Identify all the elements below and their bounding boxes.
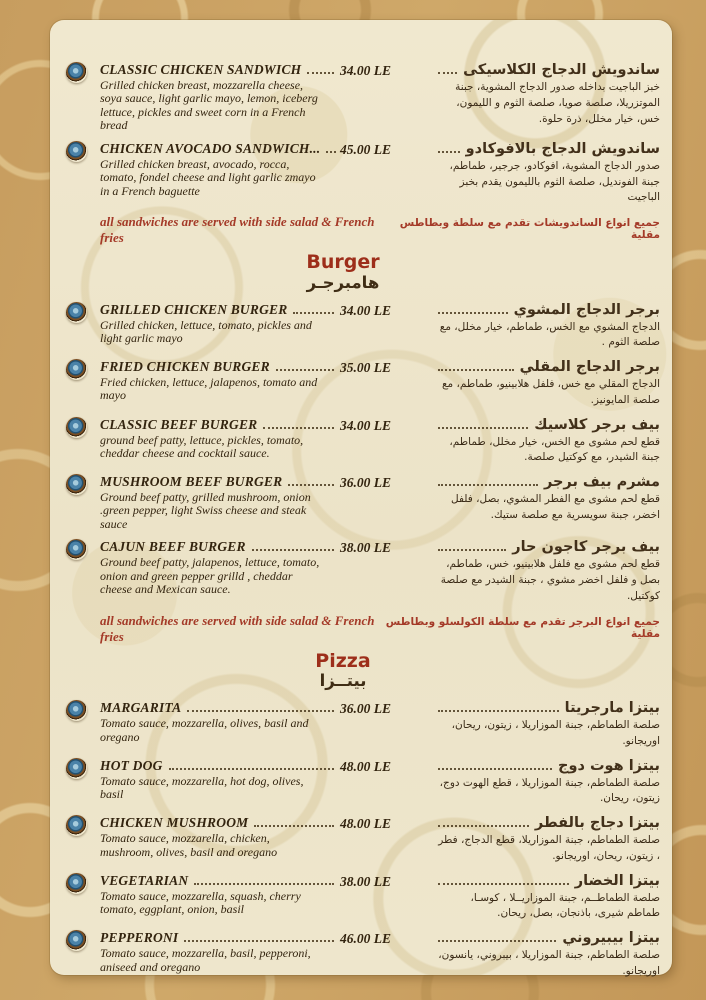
- item-desc-ar: الدجاج المشوي مع الخس، طماطم، خيار مخلل، مع صلصة الثوم .: [439, 320, 660, 349]
- item-desc-ar: قطع لحم مشوى مع الفطر المشوي، بصل، فلفل اخضر، جبنة سويسرية مع صلصة ستيك.: [451, 493, 660, 521]
- dotted-leader: [438, 484, 538, 486]
- menu-item-row: [66, 141, 660, 206]
- menu-item-row: [66, 62, 660, 133]
- section-title-ar: هامبرجـر: [306, 272, 380, 292]
- item-name-en: MARGARITA: [100, 700, 182, 716]
- dotted-leader: [438, 369, 514, 371]
- item-desc-ar: صلصة الطماطم، جبنة الموزاريلا ، بيبروني، يانسون، اوريجانو.: [438, 949, 660, 977]
- brand-seal-icon: [66, 474, 87, 495]
- menu-item-arabic-block: [436, 815, 660, 865]
- item-desc-en: Tomato sauce, mozzarella, squash, cherry tomato, eggplant, onion, basil: [100, 888, 301, 917]
- item-desc-en: Ground beef patty, grilled mushroom, onion .green pepper, light Swiss cheese and steak sauce: [100, 490, 311, 531]
- menu-item-english-block: [100, 539, 340, 604]
- item-name-ar: برجر الدجاج المشوي: [513, 301, 660, 318]
- menu-item-row: [66, 815, 660, 865]
- item-desc-ar: صلصة الطماطم، جبنة الموزاريلا ، زيتون، ريحان، اوريجانو.: [451, 719, 660, 747]
- section-title-ar: بيتــزا: [319, 671, 367, 691]
- item-name-ar: برجر الدجاج المقلي: [519, 359, 660, 376]
- item-desc-en: Fried chicken, lettuce, jalapenos, tomato and mayo: [100, 375, 318, 403]
- menu-item-row: [66, 930, 660, 980]
- menu-item-seal-cell: [66, 815, 100, 865]
- dotted-leader: [252, 549, 334, 551]
- dotted-leader: [438, 825, 529, 827]
- menu-item-seal-cell: [66, 62, 100, 133]
- item-name-en: FRIED CHICKEN BURGER: [100, 359, 270, 375]
- section-note: [100, 214, 660, 246]
- item-name-ar: بيف برجر كاجون حار: [512, 539, 660, 556]
- menu-item-arabic-block: [436, 417, 660, 467]
- dotted-leader: [438, 883, 569, 885]
- item-name-en: CLASSIC BEEF BURGER: [100, 416, 258, 432]
- brand-seal-icon: [66, 62, 87, 83]
- brand-seal-icon: [66, 302, 87, 323]
- menu-item-english-block: [100, 474, 340, 531]
- item-price: 46.00 LE: [340, 931, 392, 947]
- dotted-leader: [326, 151, 336, 153]
- dotted-leader: [438, 427, 528, 429]
- dotted-leader: [438, 549, 506, 551]
- item-name-en: VEGETARIAN: [100, 872, 189, 888]
- brand-seal-icon: [66, 539, 87, 560]
- item-desc-ar: الدجاج المقلي مع خس، فلفل هلابينيو، طماطم، مع صلصة المايونيز.: [441, 378, 660, 406]
- menu-item-arabic-block: [436, 758, 660, 808]
- dotted-leader: [307, 72, 334, 74]
- item-name-en: MUSHROOM BEEF BURGER: [100, 474, 283, 490]
- item-name-ar: بيتزا الخضار: [574, 872, 660, 889]
- note-english: all sandwiches are served with side salad & French fries: [100, 214, 375, 245]
- menu-item-row: [66, 474, 660, 531]
- item-desc-ar: قطع لحم مشوى مع فلفل هلابينيو، خس، طماطم، بصل و فلفل اخضر مشوي ، جبنة الشيدر مع صلصة كوكتيل.: [440, 558, 660, 602]
- menu-item-row: [66, 873, 660, 923]
- menu-item-english-block: [100, 417, 340, 467]
- menu-item-row: [66, 302, 660, 352]
- section-pizza: [66, 651, 660, 980]
- brand-seal-icon: [66, 873, 87, 894]
- item-desc-en: Tomato sauce, mozzarella, basil, pepperoni, aniseed and oregano: [100, 946, 311, 974]
- item-name-ar: ساندويش الدجاج بالافوكادو: [465, 140, 660, 157]
- menu-item-english-block: [100, 141, 340, 206]
- dotted-leader: [169, 768, 334, 770]
- menu-item-arabic-block: [436, 62, 660, 133]
- menu-item-row: [66, 700, 660, 750]
- item-name-en: PEPPERONI: [100, 930, 179, 946]
- menu-item-english-block: [100, 815, 340, 865]
- dotted-leader: [263, 427, 334, 429]
- item-desc-en: Tomato sauce, mozzarella, olives, basil and oregano: [100, 716, 309, 744]
- item-desc-ar: صلصة الطماطــم، جبنة الموزاريــلا ، كوسـا، طماطم شيرى، باذنجان، بصل، ريحان.: [470, 891, 660, 920]
- menu-item-english-block: [100, 700, 340, 750]
- item-price: 48.00 LE: [340, 816, 392, 832]
- item-desc-en: Tomato sauce, mozzarella, chicken, mushroom, olives, basil and oregano: [100, 831, 278, 859]
- menu-item-english-block: [100, 758, 340, 808]
- item-price: 34.00 LE: [340, 63, 392, 78]
- brand-seal-icon: [66, 417, 87, 438]
- item-name-ar: بيتزا مارجريتا: [564, 700, 660, 717]
- menu-item-arabic-block: [436, 141, 660, 206]
- section-sandwiches: [66, 62, 660, 246]
- menu-item-seal-cell: [66, 758, 100, 808]
- item-name-en: GRILLED CHICKEN BURGER: [100, 301, 288, 317]
- dotted-leader: [438, 940, 556, 942]
- item-name-en: CAJUN BEEF BURGER: [100, 539, 246, 555]
- menu-item-seal-cell: [66, 539, 100, 604]
- menu-item-arabic-block: [436, 873, 660, 923]
- menu-item-english-block: [100, 930, 340, 980]
- item-desc-en: Grilled chicken breast, mozzarella cheese, soya sauce, light garlic mayo, lemon, iceberg lettuce, pickles and sweet corn in a French bread: [100, 78, 318, 133]
- menu-item-seal-cell: [66, 359, 100, 409]
- item-name-ar: بيتزا دجاج بالفطر: [534, 815, 660, 832]
- menu-item-seal-cell: [66, 302, 100, 352]
- section-items: [66, 302, 660, 605]
- dotted-leader: [438, 312, 508, 314]
- dotted-leader: [438, 72, 457, 74]
- item-price: 36.00 LE: [340, 701, 392, 717]
- menu-item-row: [66, 359, 660, 409]
- item-name-en: CHICKEN MUSHROOM: [100, 815, 249, 831]
- brand-seal-icon: [66, 700, 87, 721]
- dotted-leader: [254, 825, 334, 827]
- item-name-ar: مشرم بيف برجر: [543, 474, 660, 491]
- section-title-en: Burger: [306, 251, 380, 273]
- menu-item-arabic-block: [436, 359, 660, 409]
- item-desc-en: Grilled chicken, lettuce, tomato, pickles and light garlic mayo: [100, 317, 312, 345]
- item-price: 35.00 LE: [340, 360, 392, 376]
- menu-item-english-block: [100, 873, 340, 923]
- menu-item-seal-cell: [66, 141, 100, 206]
- menu-item-english-block: [100, 359, 340, 409]
- section-header: [66, 252, 620, 294]
- item-price: 34.00 LE: [340, 417, 392, 433]
- item-name-ar: بيتزا بيبيروني: [562, 930, 660, 947]
- item-price: 34.00 LE: [340, 302, 392, 318]
- section-header: [66, 651, 620, 693]
- item-name-en: CLASSIC CHICKEN SANDWICH: [100, 62, 302, 77]
- item-desc-en: Ground beef patty, jalapenos, lettuce, tomato, onion and green pepper grilld , cheddar cheese and Mexican sauce.: [100, 555, 320, 597]
- dotted-leader: [187, 710, 334, 712]
- item-name-ar: ساندويش الدجاج الكلاسيكى: [463, 62, 660, 78]
- item-desc-en: Tomato sauce, mozzarella, hot dog, olives, basil: [100, 773, 304, 802]
- dotted-leader: [293, 312, 334, 314]
- menu-item-arabic-block: [436, 302, 660, 352]
- item-name-en: CHICKEN AVOCADO SANDWICH...: [100, 140, 321, 156]
- item-desc-ar: صلصة الطماطم، جبنة الموزاريلا، قطع الدجاج، فطر ، زيتون، ريحان، اوريجانو.: [438, 834, 660, 862]
- menu-item-row: [66, 539, 660, 604]
- item-price: 36.00 LE: [340, 475, 392, 491]
- section-note: [100, 613, 660, 645]
- menu-panel: [50, 20, 672, 975]
- section-items: [66, 700, 660, 980]
- menu-item-arabic-block: [436, 700, 660, 750]
- dotted-leader: [194, 883, 334, 885]
- item-desc-ar: خبز الباجيت بداخله صدور الدجاج المشوية، جبنة الموتزريلا، صلصة صويا، صلصة الثوم و الليمون، خس، خيار مخلل، ذرة حلوة.: [455, 81, 660, 125]
- item-price: 38.00 LE: [340, 873, 392, 889]
- note-english: all sandwiches are served with side salad & French fries: [100, 612, 375, 644]
- dotted-leader: [438, 151, 460, 153]
- item-desc-ar: صلصة الطماطم، جبنة الموزاريلا ، قطع الهوت دوج، زيتون، ريحان.: [439, 776, 660, 805]
- note-arabic: جميع انواع الساندويشات تقدم مع سلطة وبطاطس مقلية: [399, 217, 660, 241]
- menu-item-english-block: [100, 62, 340, 133]
- menu-item-arabic-block: [436, 474, 660, 531]
- item-desc-ar: قطع لحم مشوى مع الخس، خيار مخلل، طماطم، جبنة الشيدر، مع كوكتيل صلصة.: [449, 435, 660, 464]
- item-desc-en: Grilled chicken breast, avocado, rocca, tomato, fondel cheese and light garlic zmayo in a French baguette: [100, 156, 316, 198]
- brand-seal-icon: [66, 758, 87, 779]
- dotted-leader: [438, 710, 559, 712]
- brand-seal-icon: [66, 815, 87, 836]
- section-items: [66, 62, 660, 206]
- dotted-leader: [288, 484, 334, 486]
- section-title-en: Pizza: [315, 649, 371, 672]
- brand-seal-icon: [66, 359, 87, 380]
- menu-item-seal-cell: [66, 930, 100, 980]
- item-price: 45.00 LE: [340, 141, 392, 157]
- menu-item-seal-cell: [66, 417, 100, 467]
- item-name-ar: بيف برجر كلاسيك: [534, 416, 660, 433]
- menu-item-seal-cell: [66, 474, 100, 531]
- menu-item-row: [66, 417, 660, 467]
- section-burger: [66, 252, 660, 645]
- note-arabic: جميع انواع البرجر تقدم مع سلطة الكولسلو وبطاطس مقلية: [385, 615, 660, 640]
- item-name-en: HOT DOG: [100, 757, 163, 773]
- menu-item-seal-cell: [66, 700, 100, 750]
- menu-item-english-block: [100, 302, 340, 352]
- item-price: 38.00 LE: [340, 540, 392, 556]
- item-price: 48.00 LE: [340, 758, 392, 774]
- item-desc-en: ground beef patty, lettuce, pickles, tomato, cheddar cheese and cocktail sauce.: [100, 432, 304, 460]
- menu-item-row: [66, 758, 660, 808]
- dotted-leader: [184, 940, 334, 942]
- item-name-ar: بيتزا هوت دوج: [558, 757, 660, 774]
- menu-item-arabic-block: [436, 539, 660, 604]
- dotted-leader: [438, 768, 552, 770]
- menu-item-arabic-block: [436, 930, 660, 980]
- item-desc-ar: صدور الدجاج المشوية، افوكادو، جرجير، طماطم، جبنة الفونديل، صلصة الثوم بالليمون يقدم بخبز الباجيت: [449, 159, 660, 204]
- dotted-leader: [276, 369, 334, 371]
- brand-seal-icon: [66, 141, 87, 162]
- brand-seal-icon: [66, 930, 87, 951]
- menu-item-seal-cell: [66, 873, 100, 923]
